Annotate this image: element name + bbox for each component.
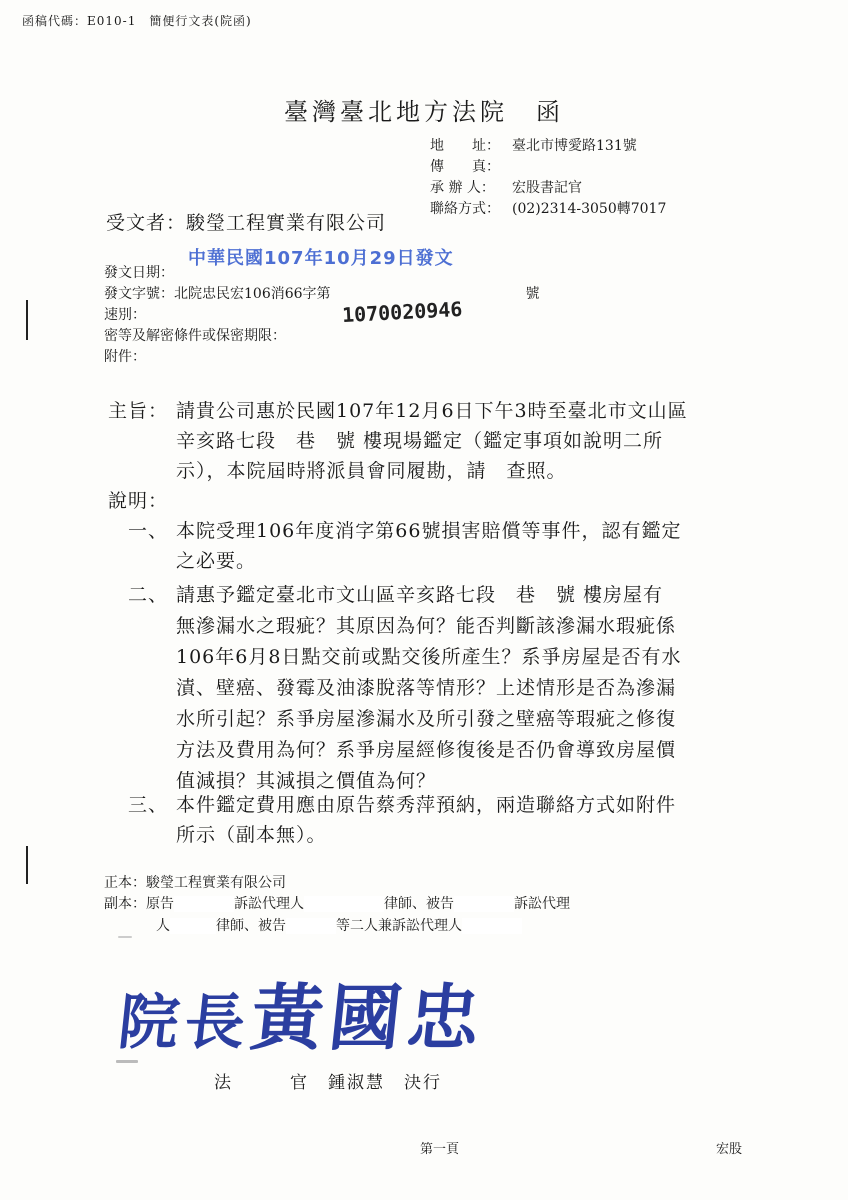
date-stamp: 中華民國107年10月29日發文 (188, 248, 454, 269)
contact-phone (430, 199, 666, 220)
redaction (304, 896, 384, 912)
binding-mark (26, 300, 28, 340)
subject-line: 辛亥路七段 巷 號 樓現場鑑定（鑑定事項如說明二所 (176, 430, 664, 452)
date-label: 發文日期： (104, 265, 174, 281)
item-line: 水所引起？系爭房屋滲漏水及所引發之壁癌等瑕疵之修復 (176, 708, 677, 730)
scan-artifact (116, 1060, 138, 1063)
scan-artifact (118, 936, 132, 938)
item-line: 方法及費用為何？系爭房屋經修復後是否仍會導致房屋價 (176, 739, 677, 761)
contact-key: 承 辦 人： (430, 180, 495, 196)
item-line: 無滲漏水之瑕疵？其原因為何？能否判斷該滲漏水瑕疵係 (176, 615, 677, 637)
speed-label: 速別： (104, 307, 146, 323)
subject-line: 示），本院屆時將派員會同履勘，請 查照。 (176, 460, 567, 482)
item-line: 本院受理106年度消字第66號損害賠償等事件，認有鑑定 (176, 520, 682, 542)
explanation-label: 說明： (108, 490, 169, 512)
cc-text: 律師、被告 (384, 896, 454, 912)
clerk-label: 宏股 (716, 1142, 743, 1157)
contact-handler (430, 178, 582, 199)
contact-key: 地 址： (430, 138, 500, 154)
item-number: 二、 (128, 584, 169, 606)
recipient: 受文者：駿瑩工程實業有限公司 (106, 212, 387, 234)
cc-text: 等二人兼訴訟代理人 (336, 918, 462, 934)
page-title: 臺灣臺北地方法院 函 (284, 98, 564, 126)
page-number: 第一頁 (420, 1142, 460, 1157)
item-number: 一、 (128, 520, 169, 542)
secrecy-label: 密等及解密條件或保密期限： (104, 328, 286, 344)
doc-number-stamp: 1070020946 (341, 296, 463, 328)
cc-text: 律師、被告 (216, 918, 286, 934)
president-signature-stamp (115, 960, 492, 1064)
contact-address (430, 136, 637, 157)
item-line: 值減損？其減損之價值為何？ (176, 770, 437, 792)
judge-signoff: 法 官 鍾淑慧 決行 (214, 1073, 442, 1093)
doc-number (104, 283, 539, 303)
contact-value: 臺北市博愛路131號 (512, 138, 637, 154)
redaction (462, 918, 522, 934)
copy-recipients-line1 (104, 893, 570, 913)
redaction (174, 896, 234, 912)
item-line: 所示（副本無）。 (176, 824, 327, 846)
item-line: 漬、壁癌、發霉及油漆脫落等情形？上述情形是否為滲漏 (176, 677, 677, 699)
contact-key: 傳 真： (430, 159, 500, 175)
signature-name: 黃國忠 (246, 975, 490, 1060)
item-number: 三、 (128, 794, 169, 816)
cc-text: 副本：原告 (104, 896, 174, 912)
original-recipient: 正本：駿瑩工程實業有限公司 (104, 875, 286, 891)
item-line: 之必要。 (176, 550, 257, 572)
attachment-label: 附件： (104, 349, 146, 365)
redaction (454, 896, 514, 912)
signature-title: 院長 (115, 988, 255, 1058)
subject-label: 主旨： (108, 400, 169, 422)
contact-key: 聯絡方式： (430, 201, 500, 217)
cc-text: 人 (156, 918, 170, 934)
item-line: 本件鑑定費用應由原告蔡秀萍預納，兩造聯絡方式如附件 (176, 794, 677, 816)
contact-fax (430, 157, 512, 178)
binding-mark (26, 846, 28, 884)
copy-recipients-line2 (156, 915, 522, 935)
subject-line: 請貴公司惠於民國107年12月6日下午3時至臺北市文山區 (176, 400, 688, 422)
form-code: 函稿代碼：E010-1 簡便行文表(院函) (22, 14, 252, 28)
cc-text: 訴訟代理 (514, 896, 570, 912)
redaction (170, 918, 216, 934)
contact-value: 宏股書記官 (512, 180, 582, 196)
contact-value: (02)2314-3050轉7017 (512, 201, 667, 217)
cc-text: 訴訟代理人 (234, 896, 304, 912)
item-line: 請惠予鑑定臺北市文山區辛亥路七段 巷 號 樓房屋有 (176, 584, 664, 606)
doc-number-suffix: 號 (525, 286, 540, 302)
doc-number-label: 發文字號：北院忠民宏106消66字第 (104, 286, 331, 302)
redaction (286, 918, 336, 934)
item-line: 106年6月8日點交前或點交後所產生？系爭房屋是否有水 (176, 646, 682, 668)
